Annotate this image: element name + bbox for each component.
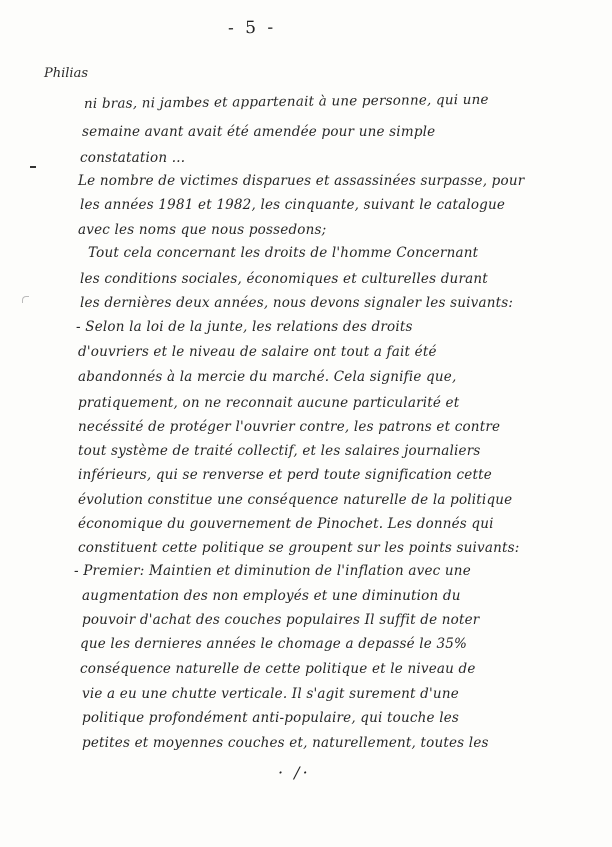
text-line-5: les années 1981 et 1982, les cinquante, suivant le catalogue (80, 197, 506, 213)
text-line-20: - Premier: Maintien et diminution de l'inflation avec une (74, 563, 471, 579)
text-line-18: économique du gouvernement de Pinochet. Les donnés qui (78, 516, 494, 532)
text-line-14: necéssité de protéger l'ouvrier contre, les patrons et contre (78, 419, 501, 435)
text-line-3: constatation ... (80, 150, 186, 166)
text-line-24: conséquence naturelle de cette politique et le niveau de (80, 661, 476, 677)
text-line-22: pouvoir d'achat des couches populaires Il suffit de noter (82, 612, 480, 628)
text-line-15: tout système de traité collectif, et les salaires journaliers (78, 443, 481, 459)
header-note: Philias (44, 66, 89, 81)
footer-continuation-mark: · /· (278, 763, 311, 782)
text-line-10: - Selon la loi de la junte, les relations des droits (76, 319, 413, 335)
margin-dash-mark (30, 166, 36, 168)
text-line-17: évolution constitue une conséquence naturelle de la politique (78, 492, 513, 508)
text-line-21: augmentation des non employés et une diminution du (82, 588, 461, 604)
text-line-12: abandonnés à la mercie du marché. Cela signifie que, (78, 369, 457, 385)
text-line-4: Le nombre de victimes disparues et assassinées surpasse, pour (78, 173, 525, 189)
text-line-6: avec les noms que nous possedons; (78, 222, 327, 238)
text-line-8: les conditions sociales, économiques et culturelles durant (80, 271, 488, 287)
text-line-25: vie a eu une chutte verticale. Il s'agit surement d'une (82, 686, 459, 702)
page-number: - 5 - (227, 17, 277, 39)
text-line-2: semaine avant avait été amendée pour une simple (82, 124, 436, 140)
text-line-11: d'ouvriers et le niveau de salaire ont tout a fait été (78, 344, 437, 360)
text-line-13: pratiquement, on ne reconnait aucune particularité et (78, 395, 460, 411)
text-line-1: ni bras, ni jambes et appartenait à une personne, qui une (83, 91, 489, 112)
text-line-27: petites et moyennes couches et, naturellement, toutes les (82, 735, 489, 751)
text-line-19: constituent cette politique se groupent sur les points suivants: (78, 540, 520, 556)
text-line-9: les dernières deux années, nous devons signaler les suivants: (80, 295, 514, 311)
text-line-26: politique profondément anti-populaire, qui touche les (82, 710, 460, 726)
text-line-16: inférieurs, qui se renverse et perd toute signification cette (78, 467, 492, 483)
text-line-7: Tout cela concernant les droits de l'homme Concernant (88, 245, 479, 261)
text-line-23: que les dernieres années le chomage a depassé le 35% (80, 636, 468, 652)
margin-bracket-mark (22, 296, 29, 303)
